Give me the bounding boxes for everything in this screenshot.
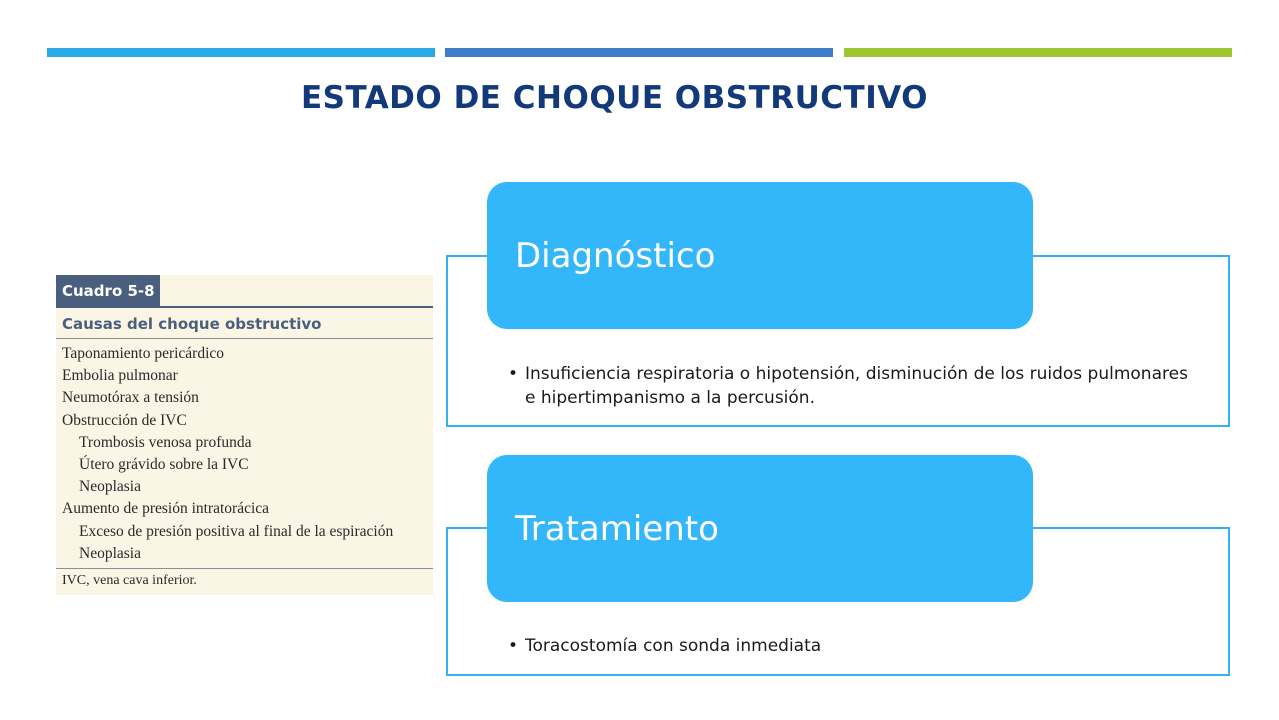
bullet-icon: • [508,364,519,384]
table-footnote: IVC, vena cava inferior. [62,573,197,588]
list-item: Taponamiento pericárdico [62,345,225,362]
list-item: Obstrucción de IVC [62,411,187,429]
diagnosis-text: Insuficiencia respiratoria o hipotensión, disminución de los ruidos pulmonares e hipertimpanismo a la percusión. [525,364,1188,408]
table-items-list [62,343,393,565]
accent-bar-blue [445,48,833,57]
causes-table-image [56,275,433,595]
slide-title: ESTADO DE CHOQUE OBSTRUCTIVO [300,80,929,116]
table-divider [56,338,433,339]
list-item: Embolia pulmonar [62,367,178,385]
list-item: Exceso de presión positiva al final de la espiración [79,522,394,540]
treatment-heading: Tratamiento [487,455,1033,602]
treatment-bullet [508,634,1188,658]
list-item: Neoplasia [79,478,141,496]
diagnosis-bullet [508,362,1188,410]
list-item: Neoplasia [79,544,141,562]
list-item: Aumento de presión intratorácica [62,500,270,518]
table-divider [56,568,433,569]
list-item: Útero grávido sobre la IVC [79,456,249,474]
accent-bar-green [844,48,1232,57]
table-number-tag: Cuadro 5-8 [56,275,160,307]
accent-bar-cyan [47,48,435,57]
treatment-text: Toracostomía con sonda inmediata [525,636,822,656]
list-item: Trombosis venosa profunda [79,433,252,451]
list-item: Neumotórax a tensión [62,389,199,407]
bullet-icon: • [508,636,519,656]
table-subtitle: Causas del choque obstructivo [62,315,322,333]
table-divider [56,306,433,308]
diagnosis-heading: Diagnóstico [487,182,1033,329]
